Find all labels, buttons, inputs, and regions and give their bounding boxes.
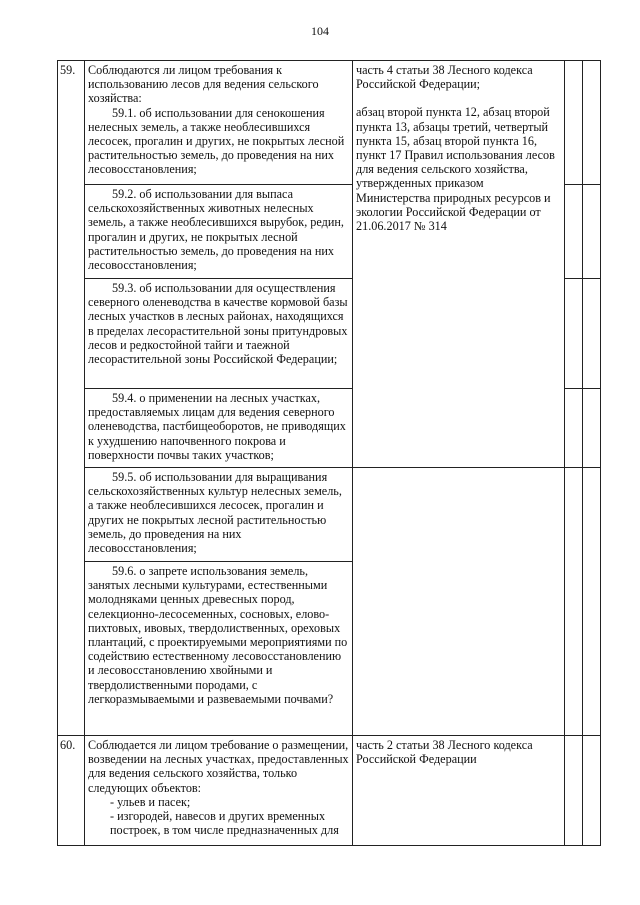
bullet-item: - ульев и пасек;: [110, 794, 191, 809]
question-cell: [85, 468, 353, 562]
requirements-table: [57, 60, 601, 846]
question-text: Соблюдается ли лицом требование о размещении, возведении на лесных участках, предоставленных для ведения сельского хозяйства, только следующих объектов:: [88, 738, 349, 795]
subitem-text: 59.4. о применении на лесных участках, предоставляемых лицам для ведения северного оленеводства, пастбищеоборотов, не приводящих к ухудшению напочвенного покрова и поверхности почвы таких участков;: [88, 391, 346, 462]
answer-cell-no[interactable]: [583, 736, 601, 846]
reference-text: часть 2 статьи 38 Лесного кодекса Российской Федерации: [356, 738, 533, 767]
table-row: [58, 736, 601, 846]
table-row: [58, 61, 601, 185]
reference-text: часть 4 статьи 38 Лесного кодекса Российской Федерации;: [356, 63, 533, 92]
answer-cell-yes[interactable]: [565, 736, 583, 846]
answer-cell-yes[interactable]: [565, 279, 583, 389]
row-number: 60.: [58, 736, 85, 846]
reference-text: абзац второй пункта 12, абзац второй пункта 13, абзацы третий, четвертый пункта 15, абзац второй пункта 16, пункт 17 Правил использования лесов для ведения сельского хозяйства, утвержденных приказом Министерства природных ресурсов и экологии Российской Федерации от 21.06.2017 № 314: [356, 105, 555, 234]
reference-cell: [353, 736, 565, 846]
question-text: Соблюдаются ли лицом требования к использованию лесов для ведения сельского хозяйства:: [88, 63, 319, 106]
answer-cell-yes[interactable]: [565, 61, 583, 185]
answer-cell-yes[interactable]: [565, 185, 583, 279]
table-row: [58, 468, 601, 562]
question-cell: [85, 279, 353, 389]
subitem-text: 59.2. об использовании для выпаса сельскохозяйственных животных нелесных земель, а также необлесившихся вырубок, редин, прогалин и других, не покрытых лесной растительностью земель, до проведения на них лесовосстановления;: [88, 187, 344, 273]
question-cell: [85, 185, 353, 279]
answer-cell-yes[interactable]: [565, 389, 583, 468]
question-cell: [85, 389, 353, 468]
question-cell: [85, 61, 353, 185]
answer-cell-yes[interactable]: [565, 468, 583, 736]
answer-cell-no[interactable]: [583, 61, 601, 185]
reference-cell: [353, 468, 565, 736]
subitem-text: 59.6. о запрете использования земель, занятых лесными культурами, естественными молодняками ценных древесных пород, селекционно-лесосеменных, сосновых, елово-пихтовых, ивовых, твердолиственных, ореховых плантаций, с проектируемыми мероприятиями по содействию естественному лесовосстановлению и лесовосстановлению хвойными и твердолиственными породами, с легкоразмываемыми и развеваемыми почвами?: [88, 564, 348, 706]
subitem-text: 59.1. об использовании для сенокошения нелесных земель, а также необлесившихся лесосек, прогалин и других, не покрытых лесной растительностью земель, до проведения на них лесовосстановления;: [88, 105, 345, 177]
page-number: 104: [311, 24, 329, 38]
answer-cell-no[interactable]: [583, 389, 601, 468]
subitem-text: 59.3. об использовании для осуществления северного оленеводства в качестве кормовой базы лесных участков в лесных районах, находящихся в пределах лесорастительной зоны притундровых лесов и редкостойной тайги и таежной лесорастительной зоны Российской Федерации;: [88, 281, 348, 367]
question-cell: [85, 736, 353, 846]
question-cell: [85, 562, 353, 736]
subitem-text: 59.5. об использовании для выращивания сельскохозяйственных культур нелесных земель, а также необлесившихся лесосек, прогалин и других не покрытых лесной растительностью земель, до проведения на них лесовосстановления;: [88, 470, 342, 556]
answer-cell-no[interactable]: [583, 185, 601, 279]
reference-cell: [353, 61, 565, 468]
answer-cell-no[interactable]: [583, 279, 601, 389]
row-number: 59.: [58, 61, 85, 736]
bullet-item: - изгородей, навесов и других временных построек, в том числе предназначенных для: [110, 809, 339, 838]
answer-cell-no[interactable]: [583, 468, 601, 736]
